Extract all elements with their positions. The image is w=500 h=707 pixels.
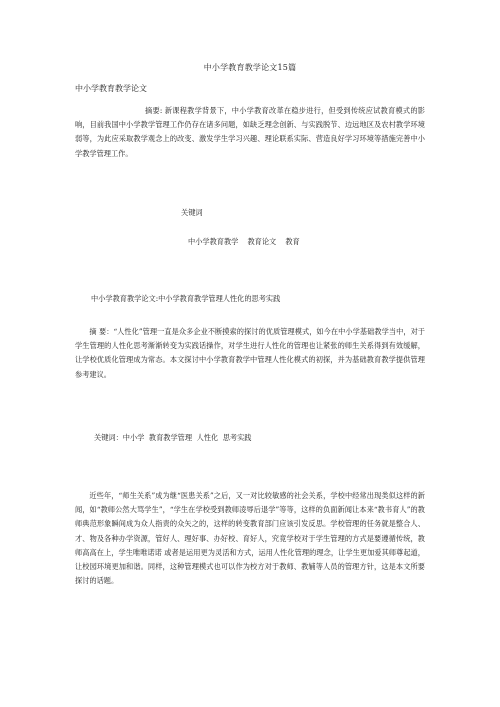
abstract-paragraph-2: 摘 要：“人性化”管理一直是众多企业不断摸索的探讨的优质管理模式，如今在中小学基础教学当中，对于学生管理的人性化思考渐渐转变为实践话操作，对学生进行人性化的管理也让紧张的师生关系得到有效缓解，让学校优质化管理成为常态。本文探讨中小学教育教学中管理人性化模式的初探，并为基础教育教学提供管理参考建议。 xyxy=(75,327,425,379)
keywords-label: 关键词 xyxy=(181,208,203,217)
abstract-paragraph-1: 摘要: 新课程教学背景下，中小学教育改革在稳步进行，但受到传统应试教育模式的影响，目前我国中小学教学管理工作仍存在诸多问题，如缺乏理念创新、与实践脱节、边远地区及农村教学环境弱等，为此应采取教学观念上的改变、激发学生学习兴趣、理论联系实际、营造良好学习环境等措施完善中小学教学管理工作。 xyxy=(75,106,425,158)
document-title: 中小学教育教学论文15篇 xyxy=(203,63,297,72)
section-title: 中小学教育教学论文:中小学教育教学管理人性化的思考实践 xyxy=(91,294,281,303)
keywords-line: 中小学教育教学 教育论文 教育 xyxy=(188,237,300,246)
body-paragraph: 近些年，“师生关系”成为继“医患关系”之后，又一对比较敏感的社会关系，学校中经常出现类似这样的新闻，如“教师公然大骂学生”，“学生在学校受到教师凌辱后退学”等等，这样的负面新闻让本来“教书育人”的教师典范形象瞬间成为众人指责的众矢之的，这样的转变教育部门应该引发反思。学校管理的任务就是整合人、才、物及各种办学资源，管好人、理好事、办好校、育好人，究竟学校对于学生管理的方式是要遵循传统，教师高高在上，学生唯唯诺诺 或者是运用更为灵活和方式，运用人性化管理的理念，让学生更加爱其师尊起道，让校园环境更加和谐。同样，这种管理模式也可以作为校方对于教师、教辅等人员的管理方针，这是本文所要探讨的话题。 xyxy=(75,491,425,586)
keywords-line-2: 关键词：中小学 教育教学管理 人性化 思考实践 xyxy=(94,433,252,442)
document-subheading: 中小学教育教学论文 xyxy=(75,84,147,93)
